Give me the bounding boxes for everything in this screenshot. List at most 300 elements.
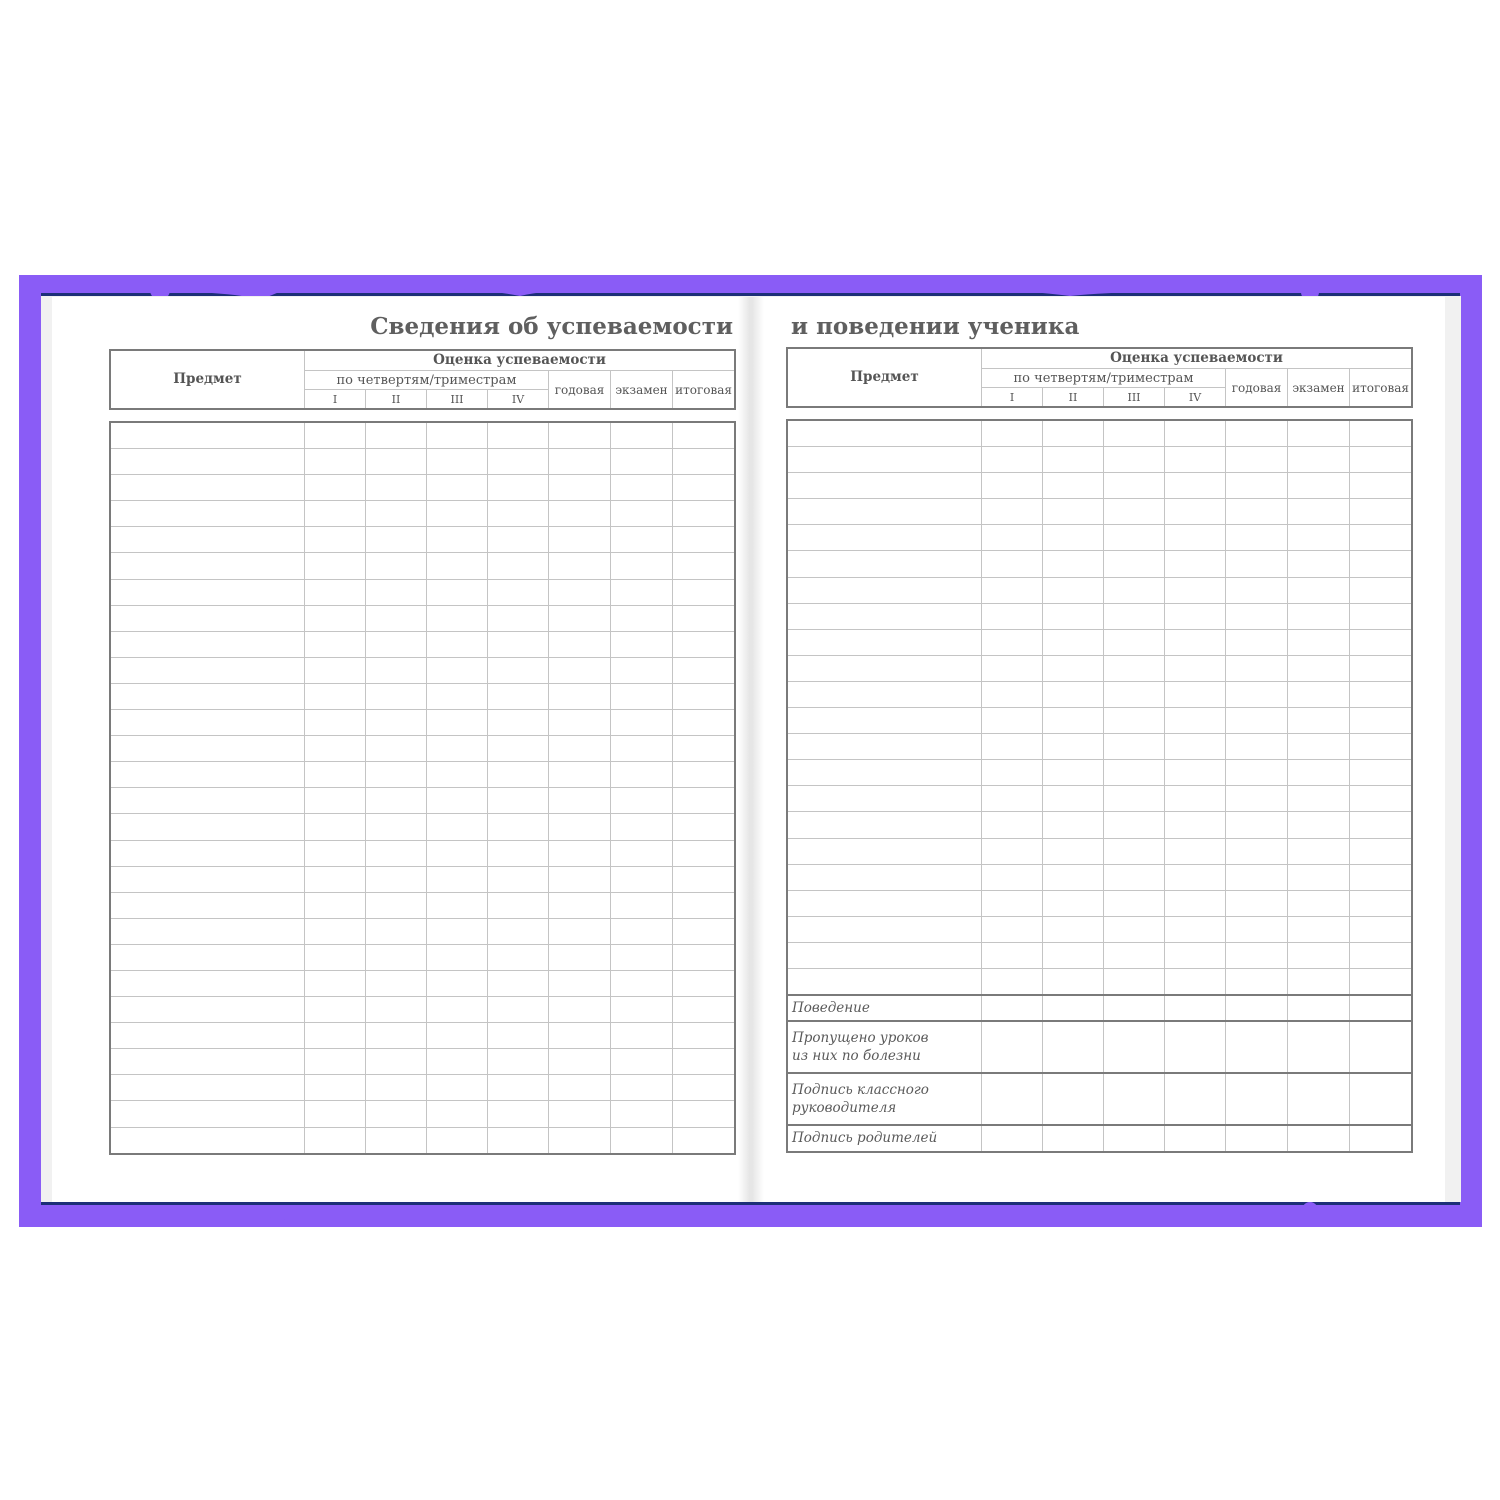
grade-cell[interactable]	[673, 788, 735, 814]
grade-cell[interactable]	[549, 553, 611, 579]
grade-cell[interactable]	[1165, 942, 1226, 968]
grade-cell[interactable]	[488, 944, 549, 970]
grade-cell[interactable]	[427, 605, 488, 631]
grade-cell[interactable]	[611, 788, 673, 814]
grade-cell[interactable]	[611, 1023, 673, 1049]
grade-cell[interactable]	[673, 997, 735, 1023]
grade-cell[interactable]	[1104, 916, 1165, 942]
grade-cell[interactable]	[673, 1049, 735, 1075]
grade-cell[interactable]	[982, 525, 1043, 551]
grade-cell[interactable]	[1350, 447, 1412, 473]
grade-cell[interactable]	[549, 1049, 611, 1075]
grade-cell[interactable]	[1104, 734, 1165, 760]
grade-cell[interactable]	[673, 475, 735, 501]
grade-cell[interactable]	[427, 1049, 488, 1075]
grade-cell[interactable]	[1226, 942, 1288, 968]
grade-cell[interactable]	[1165, 890, 1226, 916]
grade-cell[interactable]	[673, 423, 735, 449]
grade-cell[interactable]	[1165, 838, 1226, 864]
grade-cell[interactable]	[982, 760, 1043, 786]
grade-cell[interactable]	[1104, 473, 1165, 499]
grade-cell[interactable]	[1043, 603, 1104, 629]
subject-cell[interactable]	[788, 812, 982, 838]
grade-cell[interactable]	[611, 944, 673, 970]
grade-cell[interactable]	[366, 944, 427, 970]
grade-cell[interactable]	[611, 970, 673, 996]
grade-cell[interactable]	[1288, 890, 1350, 916]
grade-cell[interactable]	[488, 1101, 549, 1127]
grade-cell[interactable]	[1043, 708, 1104, 734]
grade-cell[interactable]	[1104, 995, 1165, 1021]
grade-cell[interactable]	[1350, 655, 1412, 681]
grade-cell[interactable]	[549, 944, 611, 970]
grade-cell[interactable]	[488, 762, 549, 788]
grade-cell[interactable]	[549, 605, 611, 631]
grade-cell[interactable]	[611, 553, 673, 579]
grade-cell[interactable]	[1350, 786, 1412, 812]
grade-cell[interactable]	[427, 1023, 488, 1049]
subject-cell[interactable]	[111, 1023, 305, 1049]
subject-cell[interactable]	[111, 527, 305, 553]
grade-cell[interactable]	[305, 944, 366, 970]
grade-cell[interactable]	[1226, 473, 1288, 499]
grade-cell[interactable]	[366, 866, 427, 892]
subject-cell[interactable]	[111, 449, 305, 475]
grade-cell[interactable]	[1288, 421, 1350, 447]
grade-cell[interactable]	[1104, 708, 1165, 734]
grade-cell[interactable]	[488, 788, 549, 814]
grade-cell[interactable]	[366, 657, 427, 683]
grade-cell[interactable]	[611, 1127, 673, 1153]
grade-cell[interactable]	[1288, 499, 1350, 525]
grade-cell[interactable]	[1104, 786, 1165, 812]
grade-cell[interactable]	[488, 1075, 549, 1101]
grade-cell[interactable]	[1043, 447, 1104, 473]
grade-cell[interactable]	[1350, 734, 1412, 760]
grade-cell[interactable]	[1288, 1125, 1350, 1151]
grade-cell[interactable]	[1165, 1125, 1226, 1151]
grade-cell[interactable]	[611, 997, 673, 1023]
grade-cell[interactable]	[982, 577, 1043, 603]
grade-cell[interactable]	[1165, 421, 1226, 447]
grade-cell[interactable]	[611, 892, 673, 918]
grade-cell[interactable]	[1043, 577, 1104, 603]
grade-cell[interactable]	[673, 736, 735, 762]
grade-cell[interactable]	[982, 916, 1043, 942]
grade-cell[interactable]	[673, 762, 735, 788]
grade-cell[interactable]	[366, 1101, 427, 1127]
grade-cell[interactable]	[366, 605, 427, 631]
grade-cell[interactable]	[366, 1075, 427, 1101]
grade-cell[interactable]	[305, 657, 366, 683]
grade-cell[interactable]	[1226, 812, 1288, 838]
grade-cell[interactable]	[305, 683, 366, 709]
grade-cell[interactable]	[305, 840, 366, 866]
grade-cell[interactable]	[305, 527, 366, 553]
subject-cell[interactable]	[788, 942, 982, 968]
grade-cell[interactable]	[366, 997, 427, 1023]
grade-cell[interactable]	[427, 997, 488, 1023]
grade-cell[interactable]	[1350, 1125, 1412, 1151]
grade-cell[interactable]	[673, 501, 735, 527]
grade-cell[interactable]	[982, 812, 1043, 838]
grade-cell[interactable]	[1043, 864, 1104, 890]
grade-cell[interactable]	[549, 762, 611, 788]
grade-cell[interactable]	[1288, 968, 1350, 994]
grade-cell[interactable]	[673, 1127, 735, 1153]
grade-cell[interactable]	[982, 1073, 1043, 1125]
grade-cell[interactable]	[427, 918, 488, 944]
subject-cell[interactable]	[788, 421, 982, 447]
grade-cell[interactable]	[488, 970, 549, 996]
grade-cell[interactable]	[673, 1075, 735, 1101]
grade-cell[interactable]	[1226, 786, 1288, 812]
grade-cell[interactable]	[488, 892, 549, 918]
grade-cell[interactable]	[366, 579, 427, 605]
grade-cell[interactable]	[673, 657, 735, 683]
grade-cell[interactable]	[488, 527, 549, 553]
grade-cell[interactable]	[1288, 812, 1350, 838]
grade-cell[interactable]	[549, 631, 611, 657]
grade-cell[interactable]	[1350, 838, 1412, 864]
grade-cell[interactable]	[427, 683, 488, 709]
grade-cell[interactable]	[611, 449, 673, 475]
subject-cell[interactable]	[788, 629, 982, 655]
subject-cell[interactable]	[788, 447, 982, 473]
grade-cell[interactable]	[673, 605, 735, 631]
grade-cell[interactable]	[611, 814, 673, 840]
subject-cell[interactable]	[111, 579, 305, 605]
grade-cell[interactable]	[1226, 681, 1288, 707]
grade-cell[interactable]	[488, 866, 549, 892]
grade-cell[interactable]	[611, 1075, 673, 1101]
grade-cell[interactable]	[673, 449, 735, 475]
grade-cell[interactable]	[1350, 577, 1412, 603]
subject-cell[interactable]	[111, 1101, 305, 1127]
grade-cell[interactable]	[549, 840, 611, 866]
grade-cell[interactable]	[1165, 864, 1226, 890]
grade-cell[interactable]	[982, 421, 1043, 447]
grade-cell[interactable]	[1350, 551, 1412, 577]
grade-cell[interactable]	[1165, 499, 1226, 525]
grade-cell[interactable]	[611, 605, 673, 631]
grade-cell[interactable]	[1350, 942, 1412, 968]
subject-cell[interactable]	[788, 551, 982, 577]
grade-cell[interactable]	[366, 710, 427, 736]
grade-cell[interactable]	[1104, 1125, 1165, 1151]
grade-cell[interactable]	[305, 997, 366, 1023]
grade-cell[interactable]	[1104, 890, 1165, 916]
grade-cell[interactable]	[427, 1127, 488, 1153]
grade-cell[interactable]	[549, 814, 611, 840]
grade-cell[interactable]	[982, 1125, 1043, 1151]
grade-cell[interactable]	[1165, 577, 1226, 603]
grade-cell[interactable]	[1288, 525, 1350, 551]
grade-cell[interactable]	[611, 501, 673, 527]
grade-cell[interactable]	[366, 1023, 427, 1049]
grade-cell[interactable]	[982, 708, 1043, 734]
grade-cell[interactable]	[549, 527, 611, 553]
grade-cell[interactable]	[488, 1049, 549, 1075]
grade-cell[interactable]	[1165, 1021, 1226, 1073]
grade-cell[interactable]	[1288, 551, 1350, 577]
grade-cell[interactable]	[427, 736, 488, 762]
subject-cell[interactable]	[788, 760, 982, 786]
grade-cell[interactable]	[1226, 447, 1288, 473]
grade-cell[interactable]	[1104, 760, 1165, 786]
grade-cell[interactable]	[427, 527, 488, 553]
grade-cell[interactable]	[1104, 1073, 1165, 1125]
grade-cell[interactable]	[1288, 629, 1350, 655]
grade-cell[interactable]	[1226, 708, 1288, 734]
grade-cell[interactable]	[1350, 629, 1412, 655]
grade-cell[interactable]	[488, 475, 549, 501]
subject-cell[interactable]	[788, 786, 982, 812]
grade-cell[interactable]	[1288, 708, 1350, 734]
grade-cell[interactable]	[673, 892, 735, 918]
grade-cell[interactable]	[1350, 473, 1412, 499]
grade-cell[interactable]	[1043, 838, 1104, 864]
grade-cell[interactable]	[1104, 577, 1165, 603]
grade-cell[interactable]	[427, 657, 488, 683]
grade-cell[interactable]	[549, 788, 611, 814]
grade-cell[interactable]	[366, 788, 427, 814]
grade-cell[interactable]	[611, 1101, 673, 1127]
grade-cell[interactable]	[305, 605, 366, 631]
grade-cell[interactable]	[549, 1023, 611, 1049]
grade-cell[interactable]	[982, 890, 1043, 916]
grade-cell[interactable]	[1226, 864, 1288, 890]
grade-cell[interactable]	[982, 629, 1043, 655]
grade-cell[interactable]	[305, 970, 366, 996]
grade-cell[interactable]	[1350, 1073, 1412, 1125]
grade-cell[interactable]	[427, 866, 488, 892]
grade-cell[interactable]	[982, 499, 1043, 525]
grade-cell[interactable]	[1043, 681, 1104, 707]
subject-cell[interactable]	[111, 710, 305, 736]
grade-cell[interactable]	[488, 579, 549, 605]
grade-cell[interactable]	[1288, 942, 1350, 968]
subject-cell[interactable]	[788, 473, 982, 499]
grade-cell[interactable]	[611, 657, 673, 683]
grade-cell[interactable]	[1288, 1073, 1350, 1125]
grade-cell[interactable]	[305, 892, 366, 918]
grade-cell[interactable]	[549, 657, 611, 683]
grade-cell[interactable]	[1350, 812, 1412, 838]
grade-cell[interactable]	[1226, 916, 1288, 942]
grade-cell[interactable]	[366, 553, 427, 579]
grade-cell[interactable]	[427, 631, 488, 657]
subject-cell[interactable]	[111, 631, 305, 657]
grade-cell[interactable]	[366, 918, 427, 944]
grade-cell[interactable]	[982, 603, 1043, 629]
grade-cell[interactable]	[1165, 473, 1226, 499]
grade-cell[interactable]	[1165, 603, 1226, 629]
grade-cell[interactable]	[427, 1101, 488, 1127]
grade-cell[interactable]	[982, 473, 1043, 499]
grade-cell[interactable]	[305, 423, 366, 449]
grade-cell[interactable]	[549, 1127, 611, 1153]
grade-cell[interactable]	[366, 475, 427, 501]
subject-cell[interactable]	[111, 423, 305, 449]
grade-cell[interactable]	[305, 553, 366, 579]
grade-cell[interactable]	[427, 788, 488, 814]
grade-cell[interactable]	[611, 762, 673, 788]
subject-cell[interactable]	[111, 866, 305, 892]
grade-cell[interactable]	[1226, 760, 1288, 786]
grade-cell[interactable]	[1288, 447, 1350, 473]
grade-cell[interactable]	[1104, 681, 1165, 707]
subject-cell[interactable]	[788, 525, 982, 551]
grade-cell[interactable]	[305, 475, 366, 501]
grade-cell[interactable]	[1165, 734, 1226, 760]
grade-cell[interactable]	[611, 683, 673, 709]
grade-cell[interactable]	[1288, 838, 1350, 864]
grade-cell[interactable]	[366, 1049, 427, 1075]
subject-cell[interactable]	[111, 736, 305, 762]
grade-cell[interactable]	[1226, 577, 1288, 603]
grade-cell[interactable]	[366, 814, 427, 840]
grade-cell[interactable]	[488, 736, 549, 762]
grade-cell[interactable]	[366, 527, 427, 553]
subject-cell[interactable]	[111, 1049, 305, 1075]
grade-cell[interactable]	[1288, 473, 1350, 499]
grade-cell[interactable]	[366, 840, 427, 866]
subject-cell[interactable]	[788, 890, 982, 916]
grade-cell[interactable]	[982, 995, 1043, 1021]
subject-cell[interactable]	[111, 475, 305, 501]
grade-cell[interactable]	[982, 681, 1043, 707]
grade-cell[interactable]	[427, 710, 488, 736]
grade-cell[interactable]	[427, 449, 488, 475]
grade-cell[interactable]	[673, 553, 735, 579]
subject-cell[interactable]	[111, 501, 305, 527]
grade-cell[interactable]	[1104, 864, 1165, 890]
grade-cell[interactable]	[611, 475, 673, 501]
grade-cell[interactable]	[1226, 525, 1288, 551]
grade-cell[interactable]	[1350, 995, 1412, 1021]
grade-cell[interactable]	[427, 423, 488, 449]
grade-cell[interactable]	[488, 814, 549, 840]
grade-cell[interactable]	[366, 1127, 427, 1153]
grade-cell[interactable]	[1226, 1073, 1288, 1125]
subject-cell[interactable]	[111, 1075, 305, 1101]
grade-cell[interactable]	[611, 918, 673, 944]
grade-cell[interactable]	[1165, 760, 1226, 786]
grade-cell[interactable]	[549, 866, 611, 892]
grade-cell[interactable]	[1043, 421, 1104, 447]
grade-cell[interactable]	[1043, 734, 1104, 760]
grade-cell[interactable]	[1350, 708, 1412, 734]
grade-cell[interactable]	[427, 840, 488, 866]
grade-cell[interactable]	[982, 551, 1043, 577]
grade-cell[interactable]	[1104, 812, 1165, 838]
grade-cell[interactable]	[673, 1101, 735, 1127]
grade-cell[interactable]	[1288, 995, 1350, 1021]
subject-cell[interactable]	[111, 997, 305, 1023]
grade-cell[interactable]	[305, 631, 366, 657]
grade-cell[interactable]	[549, 449, 611, 475]
grade-cell[interactable]	[1043, 473, 1104, 499]
grade-cell[interactable]	[549, 736, 611, 762]
grade-cell[interactable]	[982, 968, 1043, 994]
grade-cell[interactable]	[982, 734, 1043, 760]
grade-cell[interactable]	[1288, 734, 1350, 760]
subject-cell[interactable]	[111, 892, 305, 918]
grade-cell[interactable]	[1350, 421, 1412, 447]
grade-cell[interactable]	[673, 710, 735, 736]
subject-cell[interactable]	[788, 708, 982, 734]
subject-cell[interactable]	[111, 683, 305, 709]
subject-cell[interactable]	[111, 657, 305, 683]
grade-cell[interactable]	[1104, 447, 1165, 473]
grade-cell[interactable]	[1226, 551, 1288, 577]
grade-cell[interactable]	[549, 1075, 611, 1101]
subject-cell[interactable]	[788, 577, 982, 603]
subject-cell[interactable]	[788, 734, 982, 760]
grade-cell[interactable]	[1043, 995, 1104, 1021]
subject-cell[interactable]	[788, 916, 982, 942]
subject-cell[interactable]	[788, 968, 982, 994]
subject-cell[interactable]	[788, 838, 982, 864]
subject-cell[interactable]	[111, 918, 305, 944]
grade-cell[interactable]	[611, 710, 673, 736]
grade-cell[interactable]	[673, 631, 735, 657]
grade-cell[interactable]	[1165, 655, 1226, 681]
grade-cell[interactable]	[1288, 603, 1350, 629]
grade-cell[interactable]	[366, 683, 427, 709]
subject-cell[interactable]	[788, 681, 982, 707]
grade-cell[interactable]	[1288, 681, 1350, 707]
grade-cell[interactable]	[366, 631, 427, 657]
grade-cell[interactable]	[488, 683, 549, 709]
grade-cell[interactable]	[1288, 1021, 1350, 1073]
grade-cell[interactable]	[305, 1049, 366, 1075]
grade-cell[interactable]	[1226, 1125, 1288, 1151]
subject-cell[interactable]	[788, 499, 982, 525]
subject-cell[interactable]	[111, 970, 305, 996]
grade-cell[interactable]	[1350, 916, 1412, 942]
grade-cell[interactable]	[366, 762, 427, 788]
grade-cell[interactable]	[1165, 551, 1226, 577]
grade-cell[interactable]	[673, 866, 735, 892]
grade-cell[interactable]	[1043, 551, 1104, 577]
grade-cell[interactable]	[305, 1101, 366, 1127]
grade-cell[interactable]	[1104, 968, 1165, 994]
grade-cell[interactable]	[1104, 603, 1165, 629]
grade-cell[interactable]	[1043, 629, 1104, 655]
grade-cell[interactable]	[982, 655, 1043, 681]
grade-cell[interactable]	[305, 918, 366, 944]
grade-cell[interactable]	[549, 710, 611, 736]
grade-cell[interactable]	[305, 814, 366, 840]
grade-cell[interactable]	[673, 1023, 735, 1049]
grade-cell[interactable]	[549, 683, 611, 709]
grade-cell[interactable]	[982, 838, 1043, 864]
grade-cell[interactable]	[1043, 525, 1104, 551]
grade-cell[interactable]	[1165, 629, 1226, 655]
subject-cell[interactable]	[788, 864, 982, 890]
subject-cell[interactable]	[111, 788, 305, 814]
grade-cell[interactable]	[1226, 890, 1288, 916]
grade-cell[interactable]	[305, 1075, 366, 1101]
grade-cell[interactable]	[488, 710, 549, 736]
grade-cell[interactable]	[488, 605, 549, 631]
grade-cell[interactable]	[673, 579, 735, 605]
grade-cell[interactable]	[488, 997, 549, 1023]
subject-cell[interactable]	[111, 814, 305, 840]
grade-cell[interactable]	[488, 553, 549, 579]
